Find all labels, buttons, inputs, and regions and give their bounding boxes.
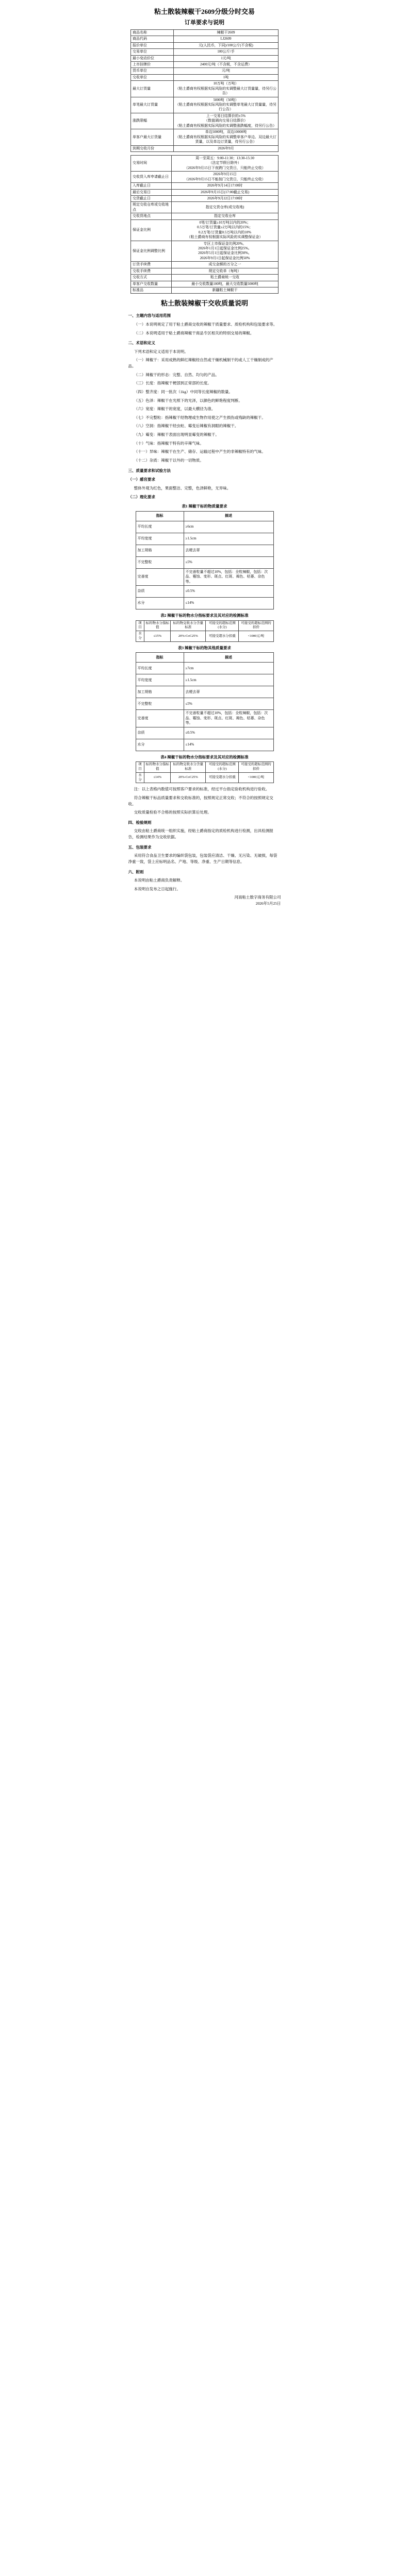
delivery-value: 新疆粘土辣椒干 <box>172 287 279 294</box>
contract-value: 上一交易日结算价的±5% （数值调向交易日结算价） （粘土爵商有权根据实际风险的实调整涨跌幅度，待另行公告） <box>174 113 279 129</box>
note-item: 注：以上表格内数值可按照客户要求的标准，经过平台指定验收机构进行验收。 <box>134 787 270 792</box>
definition-item: （十）气味：指辣椒干特有的辛辣气味。 <box>134 440 204 446</box>
table-cell: 20%-CoC25% <box>171 631 206 642</box>
delivery-key: 入库截止日 <box>131 183 172 189</box>
sensory-text: 整体外观为红色，果面整洁、完整，色泽鲜艳，无异味。 <box>134 485 231 490</box>
contract-value: 1元/吨 <box>174 55 279 61</box>
table-cell: 水分 <box>136 772 144 783</box>
table-header-cell: 可接受的超标范围的扣价 <box>239 620 273 631</box>
table-cell: ≤15% <box>144 631 171 642</box>
contract-value: 100公斤/手 <box>174 49 279 55</box>
contract-row <box>131 113 279 129</box>
definition-item: （三）长度：指辣椒干梗部到正常部的长度。 <box>134 381 211 386</box>
table-cell: ≥1.5cm <box>184 533 273 545</box>
contract-key: 单客户最大订货量 <box>131 129 174 145</box>
table-cell: ≤0.5% <box>184 586 273 598</box>
delivery-key: 规定交收仓库或交收地点 <box>131 202 172 213</box>
table-row <box>136 686 273 698</box>
scope-para-1: （一）本说明规定了用于粘土爵商交收的辣椒干质量要求、质检机构和包装要求等。 <box>134 321 277 327</box>
definition-item: （十二）杂质：辣椒干以外的一切物质。 <box>134 457 204 463</box>
contract-value: 元(人民币，下同)/100公斤(不含税) <box>174 42 279 48</box>
delivery-key: 交收货入库申请截止日 <box>131 172 172 183</box>
table-header-row <box>136 511 273 521</box>
appendix-line-2: 本说明自发布之日起施行。 <box>134 886 181 891</box>
table-cell: <1000元/吨 <box>239 772 273 783</box>
definition-item: （二）辣椒干的形态：完整、自然、均匀的产品。 <box>134 372 219 377</box>
table-row <box>136 698 273 710</box>
delivery-row <box>131 155 279 171</box>
table-row <box>136 598 273 609</box>
delivery-key: 交收货地点 <box>131 213 172 219</box>
table-cell: 平均宽度 <box>136 674 184 686</box>
delivery-key: 标准品 <box>131 287 172 294</box>
contract-key: 报价单位 <box>131 42 174 48</box>
note-item: 交收质量检验不合格的按照实际折算后处理。 <box>134 810 211 815</box>
contract-row <box>131 55 279 61</box>
table-cell: 杂质 <box>136 727 184 739</box>
table-cell: 去梗去蒂 <box>184 545 273 556</box>
table1-quality <box>136 511 274 609</box>
contract-row <box>131 74 279 80</box>
sensory-heading: （一）感官要求 <box>128 477 155 482</box>
contract-key: 涨跌限幅 <box>131 113 174 129</box>
delivery-key: 最后交易日 <box>131 189 172 195</box>
delivery-value: 周一至周五：9:00-11:30；13:30-15:30 （法定节假日除外） （2026年9月15日下夜跨门交货日，只能终止交收） <box>172 155 279 171</box>
table-cell: 水分 <box>136 631 144 642</box>
table-cell: ≥6cm <box>184 521 273 533</box>
table4-moisture <box>136 761 274 783</box>
contract-row <box>131 49 279 55</box>
delivery-value: 指定交货仓库(或交收地) <box>172 202 279 213</box>
table-header-cell: 指标 <box>136 511 184 521</box>
delivery-value: 粘土爵商统一交收 <box>172 275 279 281</box>
section-scope-heading: 一、主题内容与适用范围 <box>128 313 171 318</box>
after-tables-notes <box>128 786 281 816</box>
inspection-text: 交收由粘土爵商统一组织实施，经粘土爵商指定的质检机构进行检测，出具检测报告，检测结果作为交收依据。 <box>128 828 273 840</box>
table2-caption: 表2 辣椒干标的物水分指标要求及其对应的检测标准 <box>160 613 249 618</box>
delivery-row <box>131 183 279 189</box>
table-cell: 不完整粒 <box>136 698 184 710</box>
contract-row <box>131 68 279 74</box>
delivery-spec-table <box>130 155 279 294</box>
table-cell: <1000元/吨 <box>239 631 273 642</box>
delivery-row <box>131 219 279 241</box>
delivery-row <box>131 287 279 294</box>
contract-key: 商品名称 <box>131 29 174 36</box>
table-row <box>136 727 273 739</box>
table-row <box>136 663 273 674</box>
table-header-cell: 可接受的超标范围的扣价 <box>239 762 273 773</box>
contract-row <box>131 145 279 151</box>
delivery-value: 2026年9月22日17:00时 <box>172 196 279 202</box>
table-cell: 完善度 <box>136 568 184 585</box>
definition-item: （五）色泽：辣椒干在光照下的光泽，以颜色的鲜艳程度判断。 <box>134 398 242 403</box>
delivery-key: 交货截止日 <box>131 196 172 202</box>
delivery-value: 2026年9月14日17:00时 <box>172 183 279 189</box>
contract-row <box>131 42 279 48</box>
delivery-row <box>131 213 279 219</box>
table-cell: ≤5% <box>184 698 273 710</box>
table-cell: 杂质 <box>136 586 184 598</box>
contract-value: 1吨 <box>174 74 279 80</box>
delivery-row <box>131 189 279 195</box>
section-appendix-heading: 六、附则 <box>128 869 144 874</box>
quality-spec-title: 粘土散装辣椒干交收质量说明 <box>160 299 248 308</box>
delivery-row <box>131 268 279 274</box>
terms-intro: 下列术语和定义适用于本说明。 <box>134 349 188 354</box>
contract-value: 10万吨（万吨） （粘土爵商有权根据实际风险的实调整最大订货量量，待另行公告） <box>174 81 279 97</box>
delivery-value: 2026年9月15日 （2026年9月15日不能按门交货日，只能终止交收） <box>172 172 279 183</box>
contract-row <box>131 61 279 67</box>
table-cell: 可接受超水分扣重 <box>206 631 239 642</box>
delivery-key: 交易时间 <box>131 155 172 171</box>
delivery-value: 0笔/订货量≥10万吨以内的20%； 0.5万笔/订货量≥2万吨以内的15%； 0.2万笔/订货量0.5万吨以内的10% （粘土爵商有权根据实际风险的实调整保证金） <box>172 219 279 241</box>
contract-row <box>131 29 279 36</box>
table-cell: 完善度 <box>136 710 184 727</box>
contract-key: 单笔最大订货量 <box>131 97 174 113</box>
table-cell: 去梗去蒂 <box>184 686 273 698</box>
quality-spec-body <box>128 313 281 892</box>
table-header-cell: 项目 <box>136 620 144 631</box>
delivery-key: 交收方式 <box>131 275 172 281</box>
table-header-cell: 可接受的超标范围(水分) <box>206 620 239 631</box>
table3-caption: 表3 辣椒干标的物其他质量要求 <box>177 645 232 650</box>
delivery-key: 单客户交收数量 <box>131 281 172 287</box>
table2-moisture <box>136 620 274 642</box>
table-cell: ≤14% <box>144 772 171 783</box>
contract-key: 货币单位 <box>131 68 174 74</box>
table-row <box>136 556 273 568</box>
table-row <box>136 521 273 533</box>
delivery-row <box>131 196 279 202</box>
table-cell: 不完善粒量不超过10%，包括：全粒辣椒，包括：次品、霉蚀、变形、斑点、红斑、褐色、枯萎、杂色等。 <box>184 568 273 585</box>
page <box>0 0 409 914</box>
table-cell: ≥7cm <box>184 663 273 674</box>
table-cell: ≤14% <box>184 739 273 751</box>
contract-value: 单边5000吨，双边10000吨 （粘土爵商有权根据实际风险的实调整单客户单边、双边最大订货量，以及单边订货量，待另行公告） <box>174 129 279 145</box>
table-cell: 水分 <box>136 739 184 751</box>
definition-item: （十一）异味：辣椒干在生产、储存、运输过程中产生的非辣椒特有的气味。 <box>134 449 266 454</box>
sign-date: 2026年5月25日 <box>255 901 281 906</box>
contract-value: 2026年9月 <box>174 145 279 151</box>
table-cell: 不完善粒量不超过10%，包括：全粒辣椒，包括：次品、霉蚀、变形、斑点、红斑、褐色、枯萎、杂色等。 <box>184 710 273 727</box>
section-quality-heading: 三、质量要求和试验方法 <box>128 468 171 473</box>
delivery-row <box>131 202 279 213</box>
document-title: 粘土散装辣椒干2609分级分时交易 <box>154 8 255 15</box>
table-row <box>136 545 273 556</box>
table-cell: 加工规格 <box>136 545 184 556</box>
table-cell: ≤0.5% <box>184 727 273 739</box>
definition-item: （一）辣椒干：采用成熟的鲜红辣椒经自然或干燥机械制干的或人工干燥制成的产品。 <box>128 358 273 369</box>
sign-org: 河南粘土数字商务有限公司 <box>234 895 281 900</box>
table4-caption: 表4 辣椒干标的物水分指标要求及其对应的检测标准 <box>160 754 249 759</box>
table-header-cell: 标的物水分指标值 <box>144 620 171 631</box>
contract-key: 最大订货量 <box>131 81 174 97</box>
table-header-cell: 可接受的超标范围(水分) <box>206 762 239 773</box>
delivery-key: 订货手续费 <box>131 262 172 268</box>
contract-row <box>131 81 279 97</box>
table-cell: ≤5% <box>184 556 273 568</box>
delivery-value: 规定交收单（每吨） <box>172 268 279 274</box>
delivery-row <box>131 241 279 262</box>
delivery-value: 2026年9月15日(17:00截止交易) <box>172 189 279 195</box>
delivery-value: 专区上市保证金比例20%。 2026年1月1日起保证金比例25%。 2026年5月1日起保证金比例30%。 2026年9月1日起保证金比例50% <box>172 241 279 262</box>
table-header-cell: 项目 <box>136 762 144 773</box>
delivery-key: 交收手续费 <box>131 268 172 274</box>
delivery-value: 成交金额的万分之一 <box>172 262 279 268</box>
contract-key: 交易单位 <box>131 49 174 55</box>
contract-row <box>131 36 279 42</box>
table-cell: 水分 <box>136 598 184 609</box>
section-packaging-heading: 五、包装要求 <box>128 844 152 850</box>
delivery-row <box>131 172 279 183</box>
table-header-cell: 标的物交收水分含量标准 <box>171 620 206 631</box>
table-header-row <box>136 620 273 631</box>
table3-quality <box>136 652 274 751</box>
table-header-cell: 描述 <box>184 511 273 521</box>
contract-value: 2400元/吨（不含税，不含运费） <box>174 61 279 67</box>
contract-key: 最小变动价位 <box>131 55 174 61</box>
delivery-key: 保证金比例调整比例 <box>131 241 172 262</box>
packaging-text: 采用符合食品卫生要求的编织袋包装，包装袋应清洁、干燥、无污染、无破损，每袋净重一致，袋上应标明品名、产地、等级、净重、生产日期等信息。 <box>128 853 277 864</box>
contract-value: 元/吨 <box>174 68 279 74</box>
signature-block <box>128 894 281 907</box>
contract-key: 上市挂牌价 <box>131 61 174 67</box>
table-cell: 平均长度 <box>136 663 184 674</box>
contract-value: 5000吨（50吨） （粘土爵商有权根据实际风险的实调整单笔最大订货量量，待另行公告） <box>174 97 279 113</box>
table-header-cell: 标的物水分指标值 <box>144 762 171 773</box>
scope-para-2: （二）本说明适用于粘土爵商辣椒干商品专区相关的特别交易的辣椒。 <box>134 330 254 335</box>
delivery-row <box>131 275 279 281</box>
table-header-row <box>136 653 273 663</box>
definition-item: （四）整齐度：同一批次（1kg）中同等长度辣椒的数量。 <box>134 389 233 394</box>
table-cell: 平均长度 <box>136 521 184 533</box>
definition-item: （六）宽度：辣椒干的宽度，以最大横径为准。 <box>134 406 216 412</box>
definition-item: （九）霉变：辣椒干表面出现明显霉变的辣椒干。 <box>134 432 219 437</box>
contract-key: 交收单位 <box>131 74 174 80</box>
table-cell: 可接受超水分扣重 <box>206 772 239 783</box>
table-cell: 不完整粒 <box>136 556 184 568</box>
contract-value: LJ2609 <box>174 36 279 42</box>
contract-row <box>131 97 279 113</box>
appendix-line-1: 本说明由粘土爵商负责解释。 <box>134 878 185 883</box>
contract-value: 辣椒干2609 <box>174 29 279 36</box>
contract-row <box>131 129 279 145</box>
table-cell: ≤14% <box>184 598 273 609</box>
delivery-row <box>131 262 279 268</box>
table-row <box>136 739 273 751</box>
table-row <box>136 533 273 545</box>
table-header-cell: 描述 <box>184 653 273 663</box>
delivery-value: 指定交收仓库 <box>172 213 279 219</box>
table-row <box>136 568 273 585</box>
physchem-heading: （二）理化要求 <box>128 495 155 500</box>
table1-caption: 表1 辣椒干标的物质量要求 <box>182 504 227 509</box>
contract-key: 商品代码 <box>131 36 174 42</box>
contract-spec-table <box>130 29 279 152</box>
table-row <box>136 586 273 598</box>
note-item: 符合辣椒干标品质量要求和交收标准的，按照规定正常交收；不符合的按照规定交收。 <box>128 795 273 806</box>
contract-key: 到期交收月份 <box>131 145 174 151</box>
table-header-cell: 指标 <box>136 653 184 663</box>
table-row <box>136 674 273 686</box>
table-row <box>136 631 273 642</box>
delivery-row <box>131 281 279 287</box>
definition-item: （七）不完整粒：指辣椒干经物理或生物作用使之产生损伤或残缺的辣椒干。 <box>134 415 266 420</box>
delivery-key: 保证金比例 <box>131 219 172 241</box>
definitions-list <box>128 357 281 463</box>
table-cell: ≥1.5cm <box>184 674 273 686</box>
definition-item: （八）空洞：指辣椒干经虫蛀、霉变后辣椒有洞眼的辣椒干。 <box>134 423 239 429</box>
table-header-cell: 标的物交收水分含量标准 <box>171 762 206 773</box>
section-terms-heading: 二、术语和定义 <box>128 341 155 346</box>
order-requirements-subtitle: 订单要求与说明 <box>185 19 224 26</box>
table-cell: 平均宽度 <box>136 533 184 545</box>
table-row <box>136 710 273 727</box>
table-row <box>136 772 273 783</box>
table-header-row <box>136 762 273 773</box>
delivery-value: 最小交收数量100吨，最大交收数量5000吨 <box>172 281 279 287</box>
section-inspection-heading: 四、检验规则 <box>128 820 152 825</box>
table-cell: 加工规格 <box>136 686 184 698</box>
table-cell: 20%-CoC25% <box>171 772 206 783</box>
